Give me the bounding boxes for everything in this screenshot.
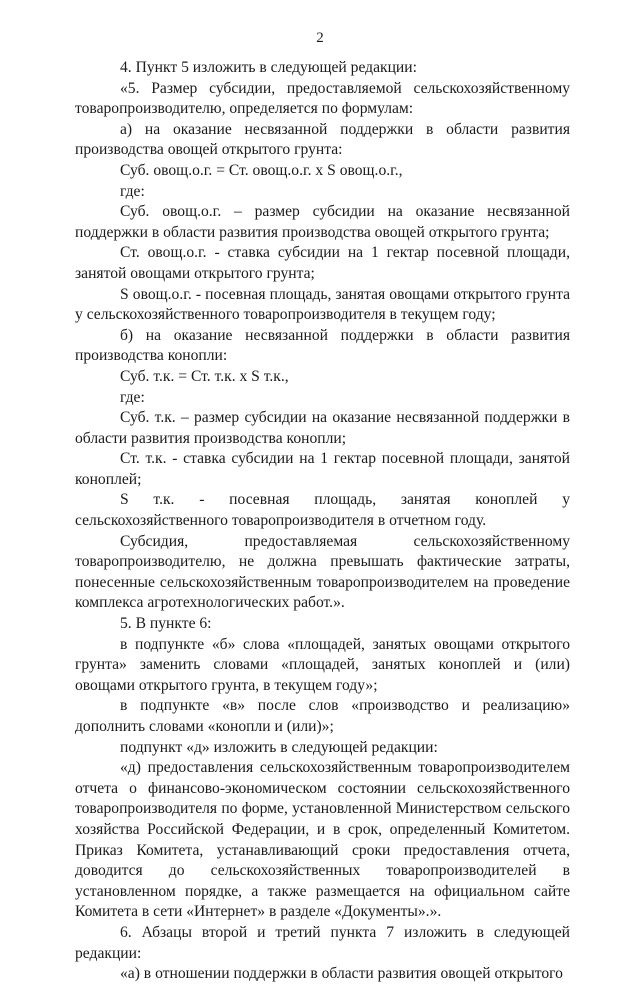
paragraph: S овощ.о.г. - посевная площадь, занятая овощами открытого грунта у сельскохозяйственного товаропроизводителя в текущем году; (75, 285, 570, 324)
paragraph: «а) в отношении поддержки в области развития овощей открытого (120, 965, 563, 983)
paragraph: где: (120, 388, 145, 406)
paragraph: подпункт «д» изложить в следующей редакции: (120, 738, 438, 756)
paragraph: «д) предоставления сельскохозяйственным товаропроизводителем отчета о финансово-экономическом состоянии сельскохозяйственного товаропроизводителя по форме, установленной Министерством сельского хозяйства Российской Федерации, и в срок, определенный Комитетом. Приказ Комитета, устанавливающий сроки предоставления отчета, доводится до сельскохозяйственных товаропроизводителей в установленном порядке, а также размещается на официальном сайте Комитета в сети «Интернет» в разделе «Документы».». (75, 759, 570, 921)
paragraph: Суб. овощ.о.г. – размер субсидии на оказание несвязанной поддержки в области развития производства овощей открытого грунта; (75, 203, 570, 241)
paragraph: Ст. овощ.о.г. - ставка субсидии на 1 гектар посевной площади, занятой овощами открытого грунта; (75, 244, 570, 282)
document-body (0, 58, 640, 985)
paragraph: «5. Размер субсидии, предоставляемой сельскохозяйственному товаропроизводителю, определяется по формулам: (75, 79, 570, 118)
paragraph: Ст. т.к. - ставка субсидии на 1 гектар посевной площади, занятой коноплей; (75, 450, 570, 488)
paragraph: Суб. т.к. – размер субсидии на оказание несвязанной поддержки в области развития производства конопли; (75, 409, 570, 447)
paragraph: а) на оказание несвязанной поддержки в области развития производства овощей открытого грунта: (75, 120, 570, 159)
paragraph: 6. Абзацы второй и третий пункта 7 изложить в следующей редакции: (75, 923, 570, 962)
paragraph: Субсидия, предоставляемая сельскохозяйственному товаропроизводителю, не должна превышать фактические затраты, понесенные сельскохозяйственным товаропроизводителем на проведение комплекса агротехнологических работ.». (75, 532, 570, 612)
paragraph: S т.к. - посевная площадь, занятая коноплей у сельскохозяйственного товаропроизводителя в отчетном году. (75, 491, 570, 530)
paragraph: 4. Пункт 5 изложить в следующей редакции: (120, 59, 417, 76)
paragraph: где: (120, 182, 145, 200)
paragraph: б) на оказание несвязанной поддержки в области развития производства конопли: (75, 326, 570, 365)
paragraph: в подпункте «б» слова «площадей, занятых овощами открытого грунта» заменить словами «площадей, занятых коноплей и (или) овощами открытого грунта, в текущем году»; (75, 635, 570, 694)
page-number: 2 (316, 30, 324, 46)
formula: Суб. т.к. = Ст. т.к. х S т.к., (120, 367, 289, 385)
formula: Суб. овощ.о.г. = Ст. овощ.о.г. х S овощ.о.г., (120, 161, 403, 179)
paragraph: в подпункте «в» после слов «производство и реализацию» дополнить словами «конопли и (или)»; (75, 697, 570, 735)
paragraph: 5. В пункте 6: (120, 615, 212, 633)
